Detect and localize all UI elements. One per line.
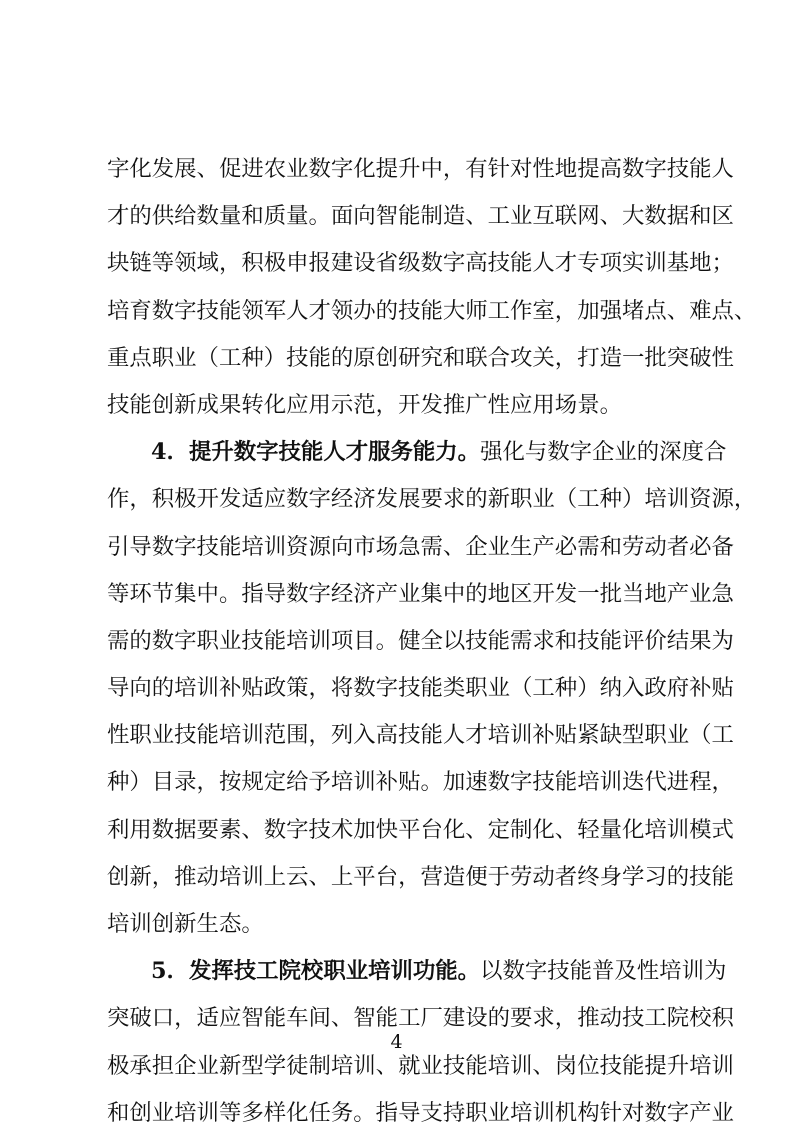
item-5-heading: 5．发挥技工院校职业培训功能。	[151, 958, 481, 985]
item-5-first-line	[107, 948, 727, 995]
text-line: 字化发展、促进农业数字化提升中，有针对性地提高数字技能人	[107, 156, 734, 182]
text-line: 块链等领域，积极申报建设省级数字高技能人才专项实训基地；	[107, 250, 734, 277]
page-number: 4	[390, 1031, 403, 1053]
text-line: 利用数据要素、数字技术加快平台化、定制化、轻量化培训模式	[107, 816, 734, 843]
item-4-heading: 4．提升数字技能人才服务能力。	[151, 439, 481, 466]
text-line: 技能创新成果转化应用示范，开发推广性应用场景。	[107, 391, 622, 418]
text-line: 极承担企业新型学徒制培训、就业技能培训、岗位技能提升培训	[107, 1052, 734, 1079]
item-4-first-line	[107, 429, 727, 476]
item-5-first-line-text: 以数字技能普及性培训为	[480, 958, 727, 985]
text-line: 种）目录，按规定给予培训补贴。加速数字技能培训迭代进程，	[107, 769, 734, 796]
text-line: 突破口，适应智能车间、智能工厂建设的要求，推动技工院校积	[107, 1005, 734, 1032]
text-line: 创新，推动培训上云、上平台，营造便于劳动者终身学习的技能	[107, 863, 734, 890]
text-line: 培育数字技能领军人才领办的技能大师工作室，加强堵点、难点、	[107, 297, 757, 324]
text-line: 性职业技能培训范围，列入高技能人才培训补贴紧缺型职业（工	[107, 722, 734, 749]
text-line: 和创业培训等多样化任务。指导支持职业培训机构针对数字产业	[107, 1099, 734, 1126]
text-line: 需的数字职业技能培训项目。健全以技能需求和技能评价结果为	[107, 627, 734, 654]
text-line: 引导数字技能培训资源向市场急需、企业生产必需和劳动者必备	[107, 533, 734, 560]
text-line: 作，积极开发适应数字经济发展要求的新职业（工种）培训资源，	[107, 486, 757, 513]
text-line: 培训创新生态。	[107, 911, 264, 937]
document-body	[107, 146, 757, 1137]
text-line: 才的供给数量和质量。面向智能制造、工业互联网、大数据和区	[107, 203, 734, 230]
item-4-first-line-text: 强化与数字企业的深度合	[480, 439, 727, 466]
text-line: 导向的培训补贴政策，将数字技能类职业（工种）纳入政府补贴	[107, 675, 734, 702]
text-line: 等环节集中。指导数字经济产业集中的地区开发一批当地产业急	[107, 580, 734, 607]
text-line: 重点职业（工种）技能的原创研究和联合攻关，打造一批突破性	[107, 344, 734, 371]
